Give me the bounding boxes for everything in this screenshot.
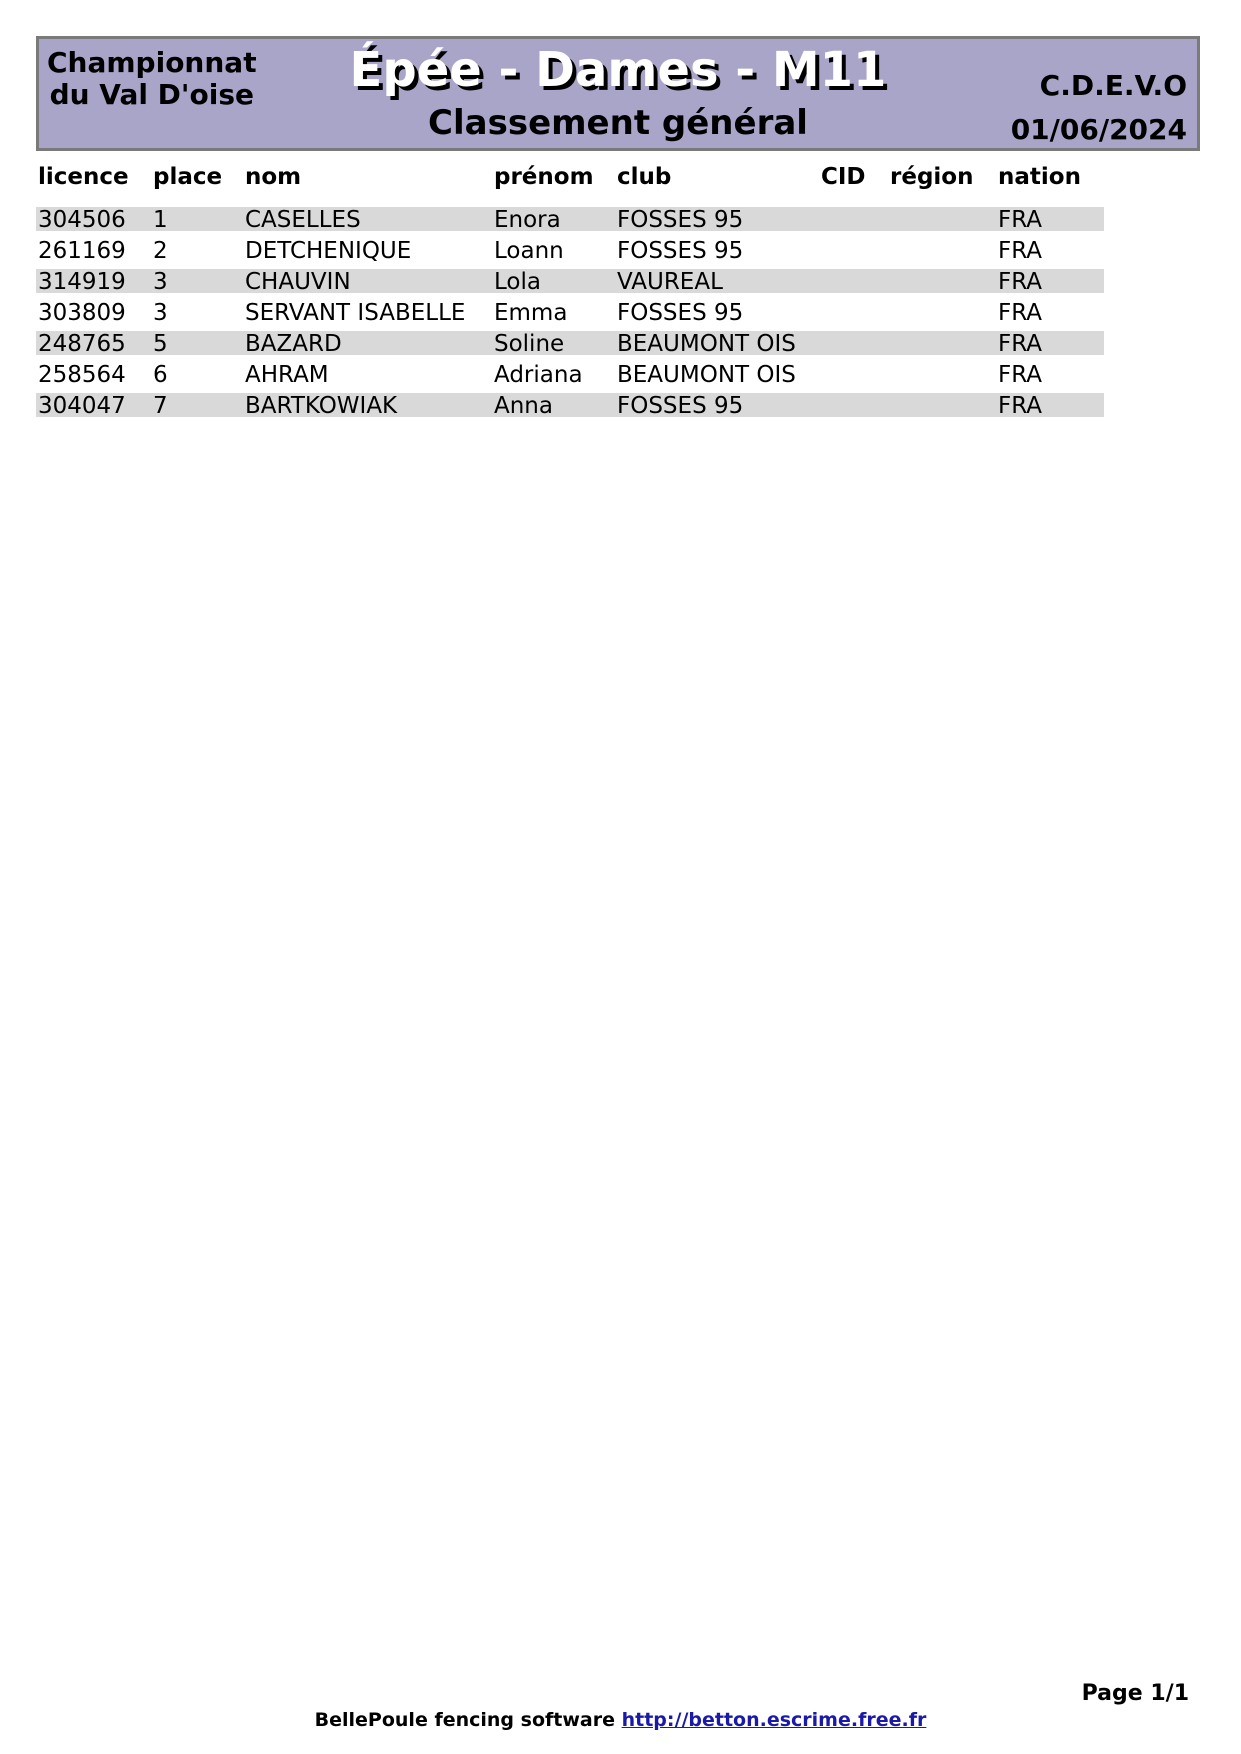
cell-place: 5 [153, 331, 168, 357]
organizer: C.D.E.V.O [1039, 69, 1187, 102]
cell-prenom: Adriana [494, 362, 583, 388]
cell-place: 7 [153, 393, 168, 419]
col-header-place: place [153, 164, 223, 190]
ranking-subtitle: Classement général [428, 103, 808, 143]
row-shade [36, 393, 1104, 417]
col-header-nom: nom [245, 164, 302, 190]
cell-licence: 304047 [38, 393, 126, 419]
cell-nom: AHRAM [245, 362, 329, 388]
cell-prenom: Enora [494, 207, 561, 233]
header-banner [36, 36, 1200, 151]
page-number: Page 1/1 [1081, 1681, 1189, 1706]
cell-prenom: Emma [494, 300, 568, 326]
row-shade [36, 207, 1104, 231]
championship-line-2: du Val D'oise [49, 78, 254, 111]
championship-line-1: Championnat [47, 46, 257, 79]
cell-licence: 304506 [38, 207, 126, 233]
footer [0, 1709, 1241, 1731]
row-shade [36, 300, 1104, 324]
col-header-cid: CID [821, 164, 866, 190]
cell-prenom: Lola [494, 269, 541, 295]
table-row [0, 393, 1241, 424]
row-shade [36, 331, 1104, 355]
table-row [0, 269, 1241, 300]
cell-club: BEAUMONT OIS [617, 331, 796, 357]
cell-nation: FRA [998, 269, 1043, 295]
cell-place: 1 [153, 207, 168, 233]
cell-licence: 261169 [38, 238, 126, 264]
cell-place: 6 [153, 362, 168, 388]
cell-club: FOSSES 95 [617, 393, 744, 419]
col-header-licence: licence [38, 164, 129, 190]
cell-club: FOSSES 95 [617, 300, 744, 326]
software-credit: BellePoule fencing software [314, 1709, 615, 1731]
cell-place: 3 [153, 269, 168, 295]
cell-licence: 248765 [38, 331, 126, 357]
cell-nom: BARTKOWIAK [245, 393, 398, 419]
cell-club: BEAUMONT OIS [617, 362, 796, 388]
row-shade [36, 269, 1104, 293]
cell-licence: 314919 [38, 269, 126, 295]
col-header-region: région [890, 164, 974, 190]
cell-nation: FRA [998, 207, 1043, 233]
cell-licence: 303809 [38, 300, 126, 326]
cell-licence: 258564 [38, 362, 126, 388]
cell-nation: FRA [998, 300, 1043, 326]
cell-club: FOSSES 95 [617, 238, 744, 264]
table-row [0, 300, 1241, 331]
cell-place: 3 [153, 300, 168, 326]
table-row [0, 362, 1241, 393]
results-table [0, 207, 1241, 424]
cell-prenom: Loann [494, 238, 564, 264]
event-title: Épée - Dames - M11 [349, 42, 887, 98]
software-link[interactable]: http://betton.escrime.free.fr [621, 1709, 927, 1731]
cell-club: FOSSES 95 [617, 207, 744, 233]
cell-club: VAUREAL [617, 269, 723, 295]
cell-nation: FRA [998, 362, 1043, 388]
table-header [0, 160, 1241, 194]
cell-prenom: Anna [494, 393, 553, 419]
col-header-nation: nation [998, 164, 1081, 190]
cell-nation: FRA [998, 331, 1043, 357]
cell-place: 2 [153, 238, 168, 264]
table-row [0, 331, 1241, 362]
cell-prenom: Soline [494, 331, 565, 357]
table-row [0, 238, 1241, 269]
cell-nation: FRA [998, 238, 1043, 264]
cell-nom: CHAUVIN [245, 269, 351, 295]
row-shade [36, 238, 1104, 262]
cell-nom: CASELLES [245, 207, 361, 233]
table-row [0, 207, 1241, 238]
event-date: 01/06/2024 [1010, 113, 1187, 146]
cell-nom: BAZARD [245, 331, 342, 357]
cell-nom: DETCHENIQUE [245, 238, 412, 264]
col-header-club: club [617, 164, 672, 190]
cell-nom: SERVANT ISABELLE [245, 300, 466, 326]
col-header-prenom: prénom [494, 164, 594, 190]
cell-nation: FRA [998, 393, 1043, 419]
